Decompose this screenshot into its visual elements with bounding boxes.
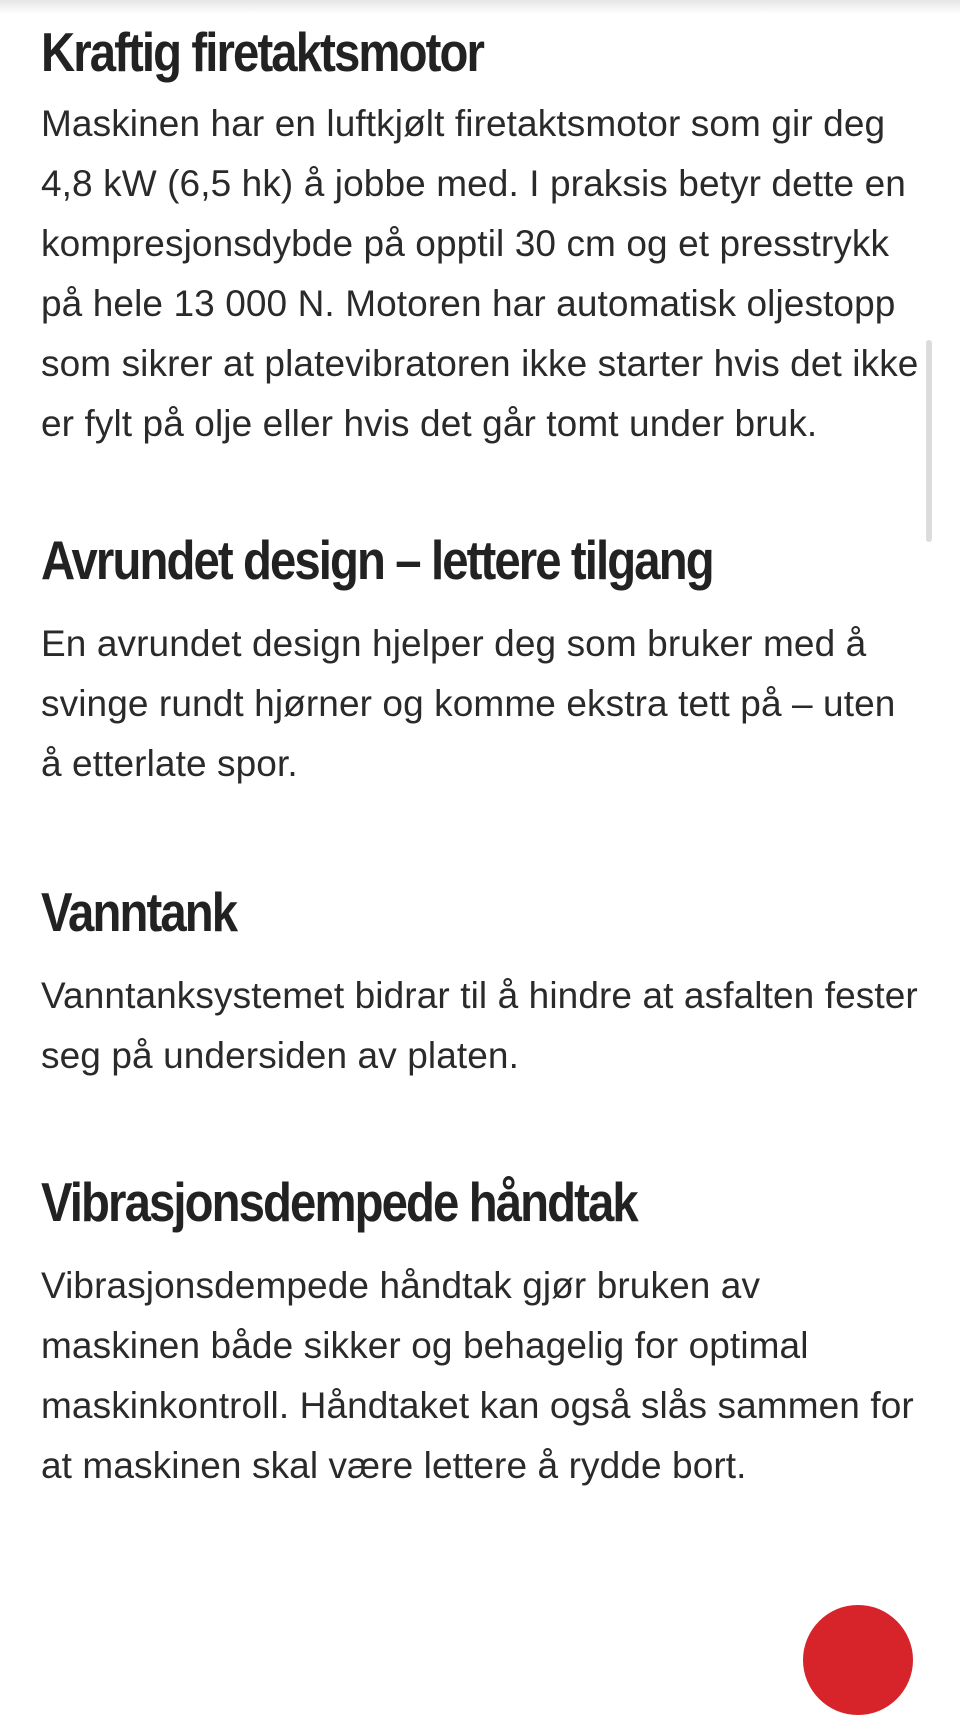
section-heading: Vibrasjonsdempede håndtak bbox=[41, 1171, 637, 1233]
section-body: En avrundet design hjelper deg som bruker med å svinge rundt hjørner og komme ekstra tett på – uten å etterlate spor. bbox=[41, 623, 896, 784]
scrollbar-thumb[interactable] bbox=[926, 340, 932, 542]
section-body: Vanntanksystemet bidrar til å hindre at asfalten fester seg på undersiden av platen. bbox=[41, 975, 918, 1076]
section-heading: Avrundet design – lettere tilgang bbox=[41, 529, 713, 591]
section-handles bbox=[41, 1172, 921, 1496]
section-water-tank bbox=[41, 882, 921, 1086]
section-heading: Kraftig firetaktsmotor bbox=[41, 21, 483, 83]
section-body: Vibrasjonsdempede håndtak gjør bruken av maskinen både sikker og behagelig for optimal maskinkontroll. Håndtaket kan også slås sammen for at maskinen skal være lettere å rydde bort. bbox=[41, 1265, 914, 1486]
section-rounded-design bbox=[41, 530, 921, 794]
floating-action-button[interactable] bbox=[803, 1605, 913, 1715]
section-heading: Vanntank bbox=[41, 881, 237, 943]
section-body: Maskinen har en luftkjølt firetaktsmotor som gir deg 4,8 kW (6,5 hk) å jobbe med. I praksis betyr dette en kompresjonsdybde på opptil 30 cm og et presstrykk på hele 13 000 N. Motoren har automatisk oljestopp som sikrer at platevibratoren ikke starter hvis det ikke er fylt på olje eller hvis det går tomt under bruk. bbox=[41, 103, 919, 444]
product-description bbox=[41, 0, 921, 1496]
section-engine bbox=[41, 22, 921, 454]
